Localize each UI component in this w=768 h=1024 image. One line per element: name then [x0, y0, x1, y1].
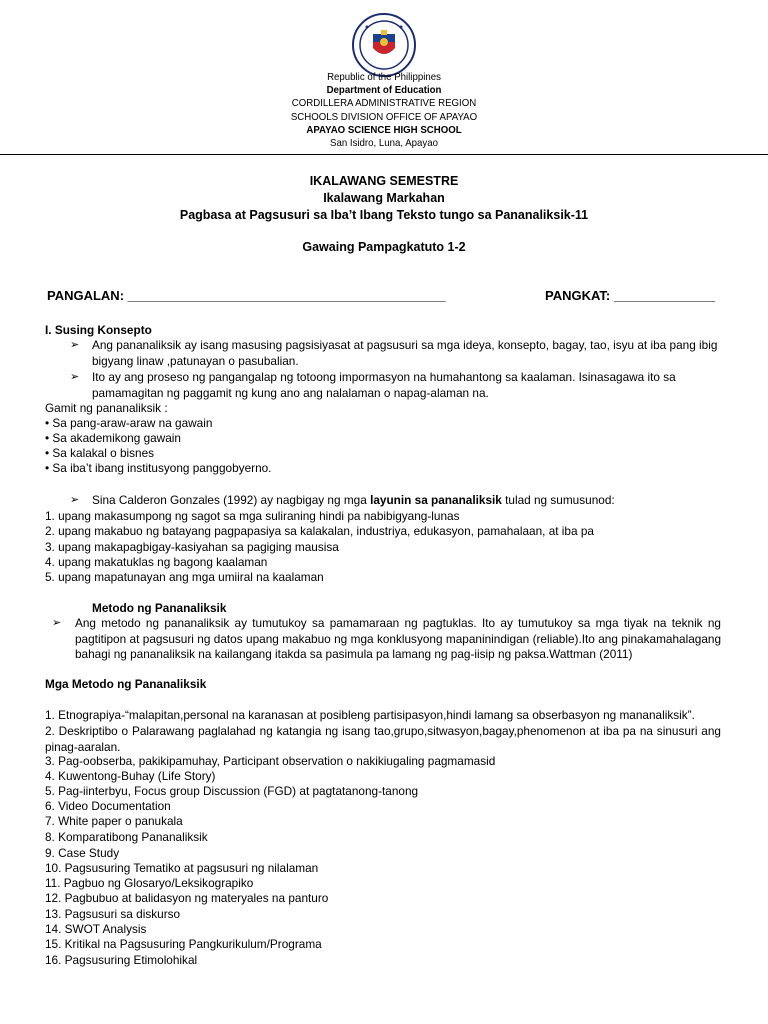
header-school: APAYAO SCIENCE HIGH SCHOOL	[306, 123, 462, 136]
goal-item: 1. upang makasumpong ng sagot sa mga suliraning hindi pa nabibigyang-lunas	[45, 509, 460, 523]
method-item: 14. SWOT Analysis	[45, 922, 147, 936]
title-block	[0, 173, 768, 224]
header-address: San Isidro, Luna, Apayao	[330, 137, 438, 150]
header-region: CORDILLERA ADMINISTRATIVE REGION	[291, 97, 477, 110]
activity-title: Gawaing Pampagkatuto 1-2	[302, 240, 466, 254]
goal-item: 3. upang makapagbigay-kasiyahan sa pagiging mausisa	[45, 540, 339, 554]
section-field[interactable]: PANGKAT: ______________	[545, 288, 716, 303]
header-department: Department of Education	[326, 84, 442, 97]
concept-bullet-2-line-2: pamamagitan ng paggamit ng kung ano ang nalalaman o napag-alaman na.	[92, 386, 489, 400]
method-item: 1. Etnograpiya-“malapitan,personal na karanasan at posibleng partisipasyon,hindi lamang sa obserbasyon ng mananaliksik”.	[45, 708, 695, 722]
method-item: 7. White paper o panukala	[45, 814, 183, 828]
uses-item: • Sa pang-araw-araw na gawain	[45, 416, 213, 430]
method-item: 10. Pagsusuring Tematiko at pagsusuri ng nilalaman	[45, 861, 319, 875]
concept-bullet-1-line-1: Ang pananaliksik ay isang masusing pagsisiyasat at pagsusuri sa mga ideya, konsepto, bagay, tao, isyu at iba pang ibig	[92, 338, 718, 352]
goal-item: 2. upang makabuo ng batayang pagpapasiya sa kalakalan, industriya, edukasyon, pamahalaan, at iba pa	[45, 524, 594, 538]
method-item: 9. Case Study	[45, 846, 120, 860]
metodo-paragraph: Ang metodo ng pananaliksik ay tumutukoy sa pamamaraan ng pagtuklas. Ito ay tumutukoy sa mga tiyak na teknik ng pagtitipon at pagsusuri ng datos upang makabuo ng mga konklusyong mapaninindigan (reliable).Ito ang pinakamahalagang bahagi ng pananaliksik na kailangang itakda sa pasimula pa lamang ng pag-iisip ng paksa.Wattman (2011)	[75, 616, 721, 661]
metodo-heading: Metodo ng Pananaliksik	[92, 601, 227, 615]
uses-item: • Sa iba’t ibang institusyong panggobyerno.	[45, 461, 272, 475]
method-item: 11. Pagbuo ng Glosaryo/Leksikograpiko	[45, 876, 254, 890]
arrow-bullet-icon: ➢	[70, 371, 80, 383]
title-quarter: Ikalawang Markahan	[323, 191, 445, 205]
header-republic: Republic of the Philippines	[327, 71, 441, 83]
concept-bullet-2-line-1: Ito ay ang proseso ng pangangalap ng totoong impormasyon na humahantong sa kaalaman. Isinasagawa ito sa	[92, 370, 676, 384]
method-item: 12. Pagbubuo at balidasyon ng materyales na panturo	[45, 891, 329, 905]
method-item: 6. Video Documentation	[45, 799, 171, 813]
gonzales-goals-intro: Sina Calderon Gonzales (1992) ay nagbigay ng mga layunin sa pananaliksik tulad ng sumusunod:	[92, 493, 615, 507]
section-heading-susing-konsepto: I. Susing Konsepto	[45, 323, 152, 337]
method-item: 4. Kuwentong-Buhay (Life Story)	[45, 769, 216, 783]
method-item: 13. Pagsusuri sa diskurso	[45, 907, 181, 921]
name-field[interactable]: PANGALAN: ____________________________________________	[47, 288, 446, 303]
method-item: 2. Deskriptibo o Palarawang paglalahad ng katangia ng isang tao,grupo,sitwasyon,bagay,phenomenon at iba pa na sinusuri ang pinag-aaralan.	[45, 724, 721, 754]
title-semester: IKALAWANG SEMESTRE	[309, 174, 459, 188]
method-item: 3. Pag-oobserba, pakikipamuhay, Participant observation o nakikiugaling pagmamasid	[45, 754, 496, 768]
arrow-bullet-icon: ➢	[70, 494, 80, 506]
uses-heading: Gamit ng pananaliksik :	[45, 401, 168, 415]
title-subject: Pagbasa at Pagsusuri sa Iba’t Ibang Teksto tungo sa Pananaliksik-11	[179, 208, 589, 222]
method-item: 5. Pag-iinterbyu, Focus group Discussion (FGD) at pagtatanong-tanong	[45, 784, 419, 798]
method-item: 16. Pagsusuring Etimolohikal	[45, 953, 198, 967]
header-division: SCHOOLS DIVISION OFFICE OF APAYAO	[290, 110, 478, 123]
arrow-bullet-icon: ➢	[52, 617, 62, 629]
letterhead	[0, 71, 768, 150]
header-divider	[0, 154, 768, 155]
goal-item: 5. upang mapatunayan ang mga umiiral na kaalaman	[45, 570, 324, 584]
goal-item: 4. upang makatuklas ng bagong kaalaman	[45, 555, 268, 569]
uses-item: • Sa kalakal o bisnes	[45, 446, 155, 460]
methods-heading: Mga Metodo ng Pananaliksik	[45, 677, 207, 691]
uses-item: • Sa akademikong gawain	[45, 431, 181, 445]
arrow-bullet-icon: ➢	[70, 339, 80, 351]
method-item: 15. Kritikal na Pagsusuring Pangkurikulum/Programa	[45, 937, 322, 951]
deped-seal-logo	[351, 12, 417, 78]
concept-bullet-1-line-2: bigyang linaw ,patunayan o pasubalian.	[92, 354, 299, 368]
method-item: 8. Komparatibong Pananaliksik	[45, 830, 208, 844]
